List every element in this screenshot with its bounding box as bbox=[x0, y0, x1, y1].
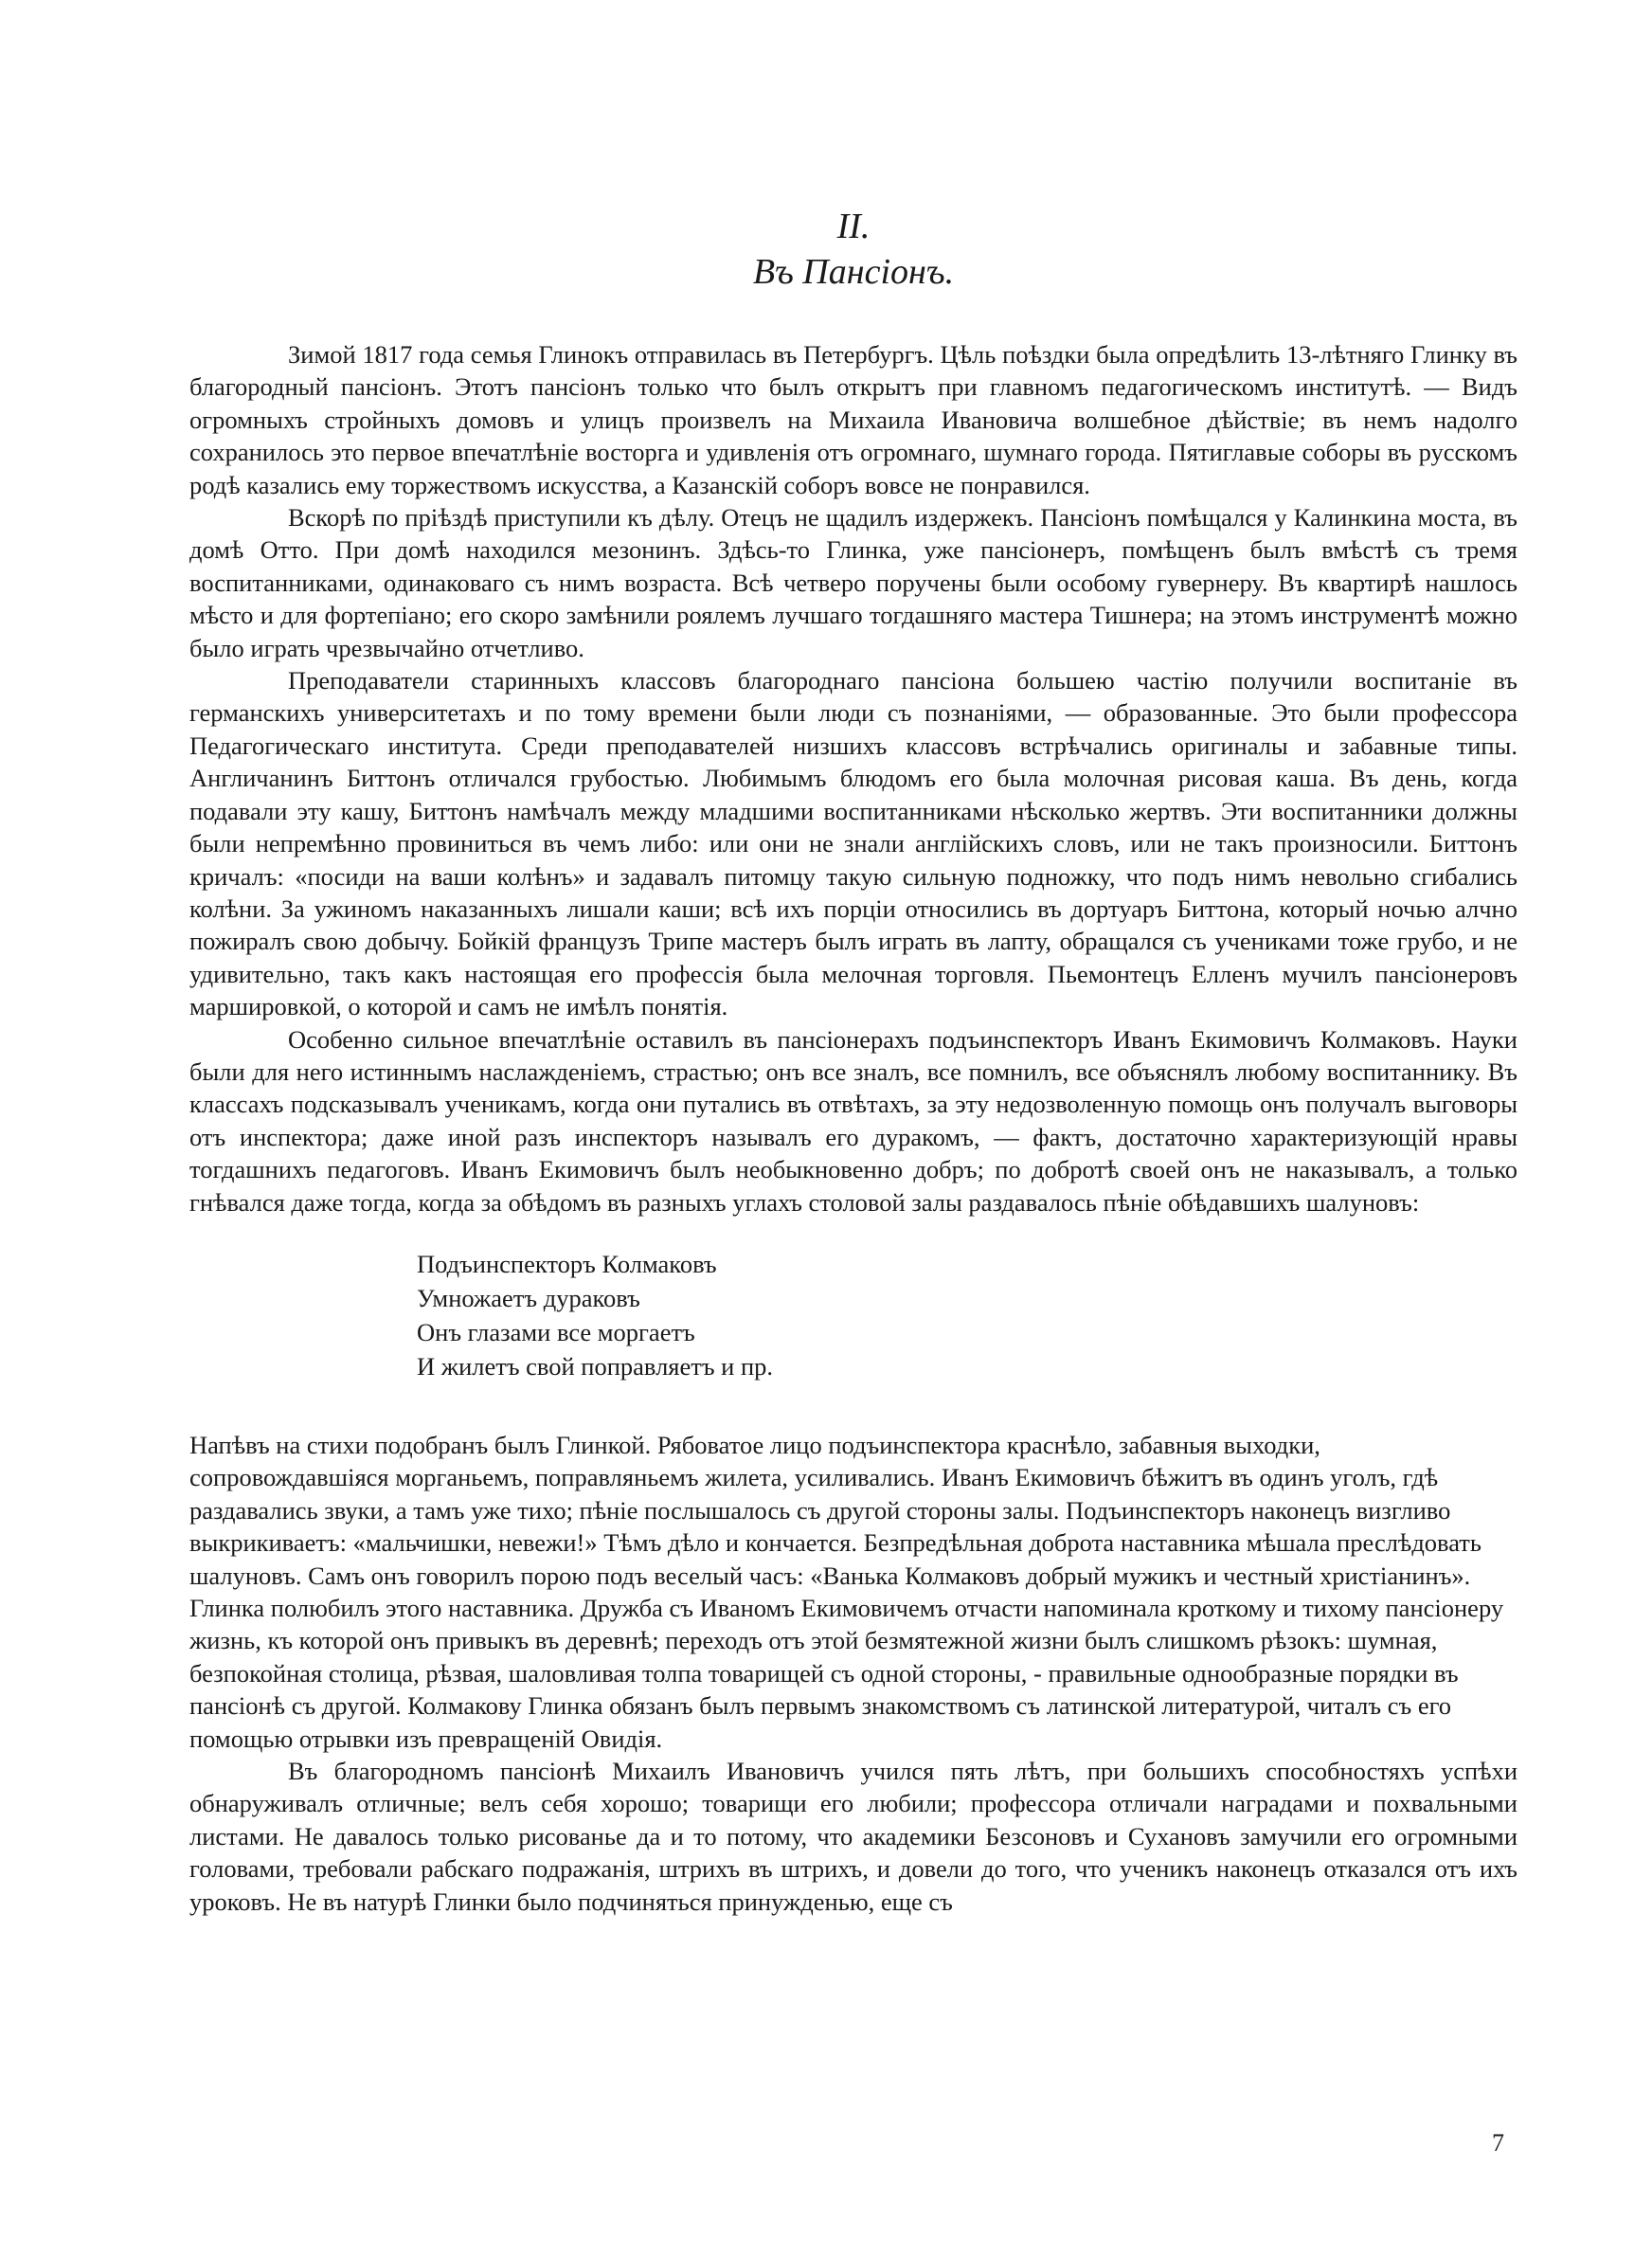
chapter-heading bbox=[189, 204, 1517, 295]
verse-line: И жилетъ свой поправляетъ и пр. bbox=[417, 1351, 774, 1381]
paragraph: Особенно сильное впечатлѣнiе оставилъ въ пансiонерахъ подъинспекторъ Иванъ Екимовичъ Колмаковъ. Науки были для него истиннымъ наслажденiемъ, страстью; онъ все зналъ, все помнилъ, все объяснялъ любому воспитаннику. Въ классахъ подсказывалъ ученикамъ, когда они путались въ отвѣтахъ, за эту недозволенную помощь онъ получалъ выговоры отъ инспектора; даже иной разъ инспекторъ называлъ его дуракомъ, — фактъ, достаточно характеризующiй нравы тогдашнихъ педагоговъ. Иванъ Екимовичъ былъ необыкновенно добръ; по добротѣ своей онъ не наказывалъ, а только гнѣвался даже тогда, когда за обѣдомъ въ разныхъ углахъ столовой залы раздавалось пѣнiе обѣдавшихъ шалуновъ: bbox=[189, 1024, 1517, 1217]
paragraph: Зимой 1817 года семья Глинокъ отправилась въ Петербургъ. Цѣль поѣздки была опредѣлить 13-лѣтняго Глинку въ благородный пансiонъ. Этотъ пансiонъ только что былъ открытъ при главномъ педагогическомъ институтѣ. — Видъ огромныхъ стройныхъ домовъ и улицъ произвелъ на Михаила Ивановича волшебное дѣйствiе; въ немъ надолго сохранилось это первое впечатлѣнiе восторга и удивленiя отъ огромнаго, шумнаго города. Пятиглавые соборы въ русскомъ родѣ казались ему торжествомъ искусства, а Казанскiй соборъ вовсе не понравился. bbox=[189, 340, 1517, 499]
verse-block bbox=[417, 1247, 1517, 1383]
page-number: 7 bbox=[1492, 2129, 1504, 2157]
document-page bbox=[189, 204, 1517, 1918]
verse-line: Подъинспекторъ Колмаковъ bbox=[417, 1249, 717, 1278]
paragraph: Вскорѣ по прiѣздѣ приступили къ дѣлу. Отецъ не щадилъ издержекъ. Пансiонъ помѣщался у Калинкина моста, въ домѣ Отто. При домѣ находился мезонинъ. Здѣсь-то Глинка, уже пансiонеръ, помѣщенъ былъ вмѣстѣ съ тремя воспитанниками, одинаковаго съ нимъ возраста. Всѣ четверо поручены были особому гувернеру. Въ квартирѣ нашлось мѣсто и для фортепiано; его скоро замѣнили роялемъ лучшаго тогдашняго мастера Тишнера; на этомъ инструментѣ можно было играть чрезвычайно отчетливо. bbox=[189, 503, 1517, 662]
paragraph-after-verse: Напѣвъ на стихи подобранъ былъ Глинкой. Рябоватое лицо подъинспектора краснѣло, забавныя выходки, сопровождавшiяся морганьемъ, поправляньемъ жилета, усиливались. Иванъ Екимовичъ бѣжитъ въ одинъ уголъ, гдѣ раздавались звуки, а тамъ уже тихо; пѣнiе послышалось съ другой стороны залы. Подъинспекторъ наконецъ визгливо выкрикиваетъ: «мальчишки, невежи!» Тѣмъ дѣло и кончается. Безпредѣльная доброта наставника мѣшала преслѣдовать шалуновъ. Самъ онъ говорилъ порою подъ веселый часъ: «Ванька Колмаковъ добрый мужикъ и честный христiанинъ». Глинка полюбилъ этого наставника. Дружба съ Иваномъ Екимовичемъ отчасти напоминала кроткому и тихому пансiонеру жизнь, къ которой онъ привыкъ въ деревнѣ; переходъ отъ этой безмятежной жизни былъ слишкомъ рѣзокъ: шумная, безпокойная столица, рѣзвая, шаловливая толпа товарищей съ одной стороны, - правильные однообразные порядки въ пансiонѣ съ другой. Колмакову Глинка обязанъ былъ первымъ знакомствомъ съ латинской литературой, читалъ съ его помощью отрывки изъ превращенiй Овидiя. bbox=[189, 1430, 1504, 1753]
verse-line: Умножаетъ дураковъ bbox=[417, 1283, 640, 1312]
chapter-number: II. bbox=[836, 207, 871, 246]
verse-line: Онъ глазами все моргаетъ bbox=[417, 1317, 695, 1346]
paragraph: Въ благородномъ пансiонѣ Михаилъ Ивановичъ учился пять лѣтъ, при большихъ способностяхъ успѣхи обнаруживалъ отличные; велъ себя хорошо; товарищи его любили; профессора отличали наградами и похвальными листами. Не давалось только рисованье да и то потому, что академики Безсоновъ и Сухановъ замучили его огромными головами, требовали рабскаго подражанiя, штрихъ въ штрихъ, и довели до того, что ученикъ наконецъ отказался отъ ихъ уроковъ. Не въ натурѣ Глинки было подчиняться принужденью, еще съ bbox=[189, 1757, 1517, 1916]
paragraph: Преподаватели старинныхъ классовъ благороднаго пансiона большею частiю получили воспитанiе въ германскихъ университетахъ и по тому времени были люди съ познанiями, — образованные. Это были профессора Педагогическаго института. Среди преподавателей низшихъ классовъ встрѣчались оригиналы и забавные типы. Англичанинъ Биттонъ отличался грубостью. Любимымъ блюдомъ его была молочная рисовая каша. Въ день, когда подавали эту кашу, Биттонъ намѣчалъ между младшими воспитанниками нѣсколько жертвъ. Эти воспитанники должны были непремѣнно провиниться въ чемъ либо: или они не знали англiйскихъ словъ, или не такъ произносили. Биттонъ кричалъ: «посиди на ваши колѣнъ» и задавалъ питомцу такую сильную подножку, что подъ нимъ невольно сгибались колѣни. За ужиномъ наказанныхъ лишали каши; всѣ ихъ порцiи относились въ дортуаръ Биттона, который ночью алчно пожиралъ свою добычу. Бойкiй французъ Трипе мастеръ былъ играть въ лапту, обращался съ учениками тоже грубо, и не удивительно, такъ какъ настоящая его професciя была мелочная торговля. Пьемонтецъ Елленъ мучилъ пансiонеровъ маршировкой, о которой и самъ не имѣлъ понятiя. bbox=[189, 666, 1517, 1021]
chapter-title: Въ Пансiонъ. bbox=[752, 252, 955, 292]
